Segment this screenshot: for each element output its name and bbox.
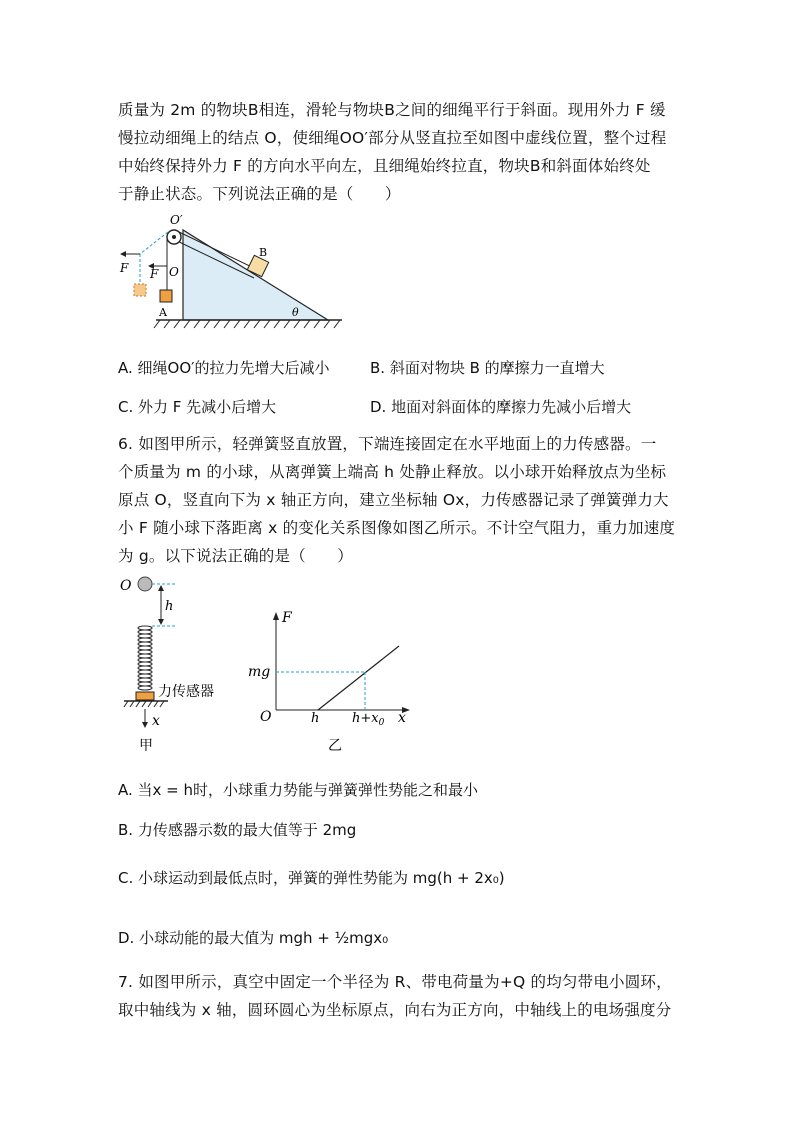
q5-incline-figure [110,208,350,338]
q5-stem-line-1: 质量为 2m 的物块B相连，滑轮与物块B之间的细绳平行于斜面。现用外力 F 缓 [118,101,666,119]
q6-spring-figure [112,570,242,760]
q5-label-O-prime: O′ [170,213,183,227]
q6-stem-line-2: 个质量为 m 的小球，从离弹簧上端高 h 处静止释放。以小球开始释放点为坐标 [118,463,667,481]
q6-option-c: C. 小球运动到最低点时，弹簧的弹性势能为 mg(h + 2x₀) [118,869,505,887]
q5-option-d: D. 地面对斜面体的摩擦力先减小后增大 [370,398,632,416]
q6-yi-label-x: x [398,710,406,726]
q6-yi-label-h: h [311,711,320,726]
q6-stem-line-4: 小 F 随小球下落距离 x 的变化关系图像如图乙所示。不计空气阻力，重力加速度 [118,519,676,537]
q6-option-b: B. 力传感器示数的最大值等于 2mg [118,821,357,839]
q5-label-O: O [169,265,179,279]
q6-jia-label-sensor: 力传感器 [158,684,214,700]
q5-label-B: B [259,246,268,259]
q5-label-F2: F [150,267,159,281]
q6-jia-label-O: O [120,578,132,594]
q6-stem [118,430,678,570]
q6-stem-line-1: 6. 如图甲所示，轻弹簧竖直放置，下端连接固定在水平地面上的力传感器。一 [118,435,657,453]
q6-stem-line-5: 为 g。以下说法正确的是（ ） [118,547,353,565]
q6-yi-label-hx: h+x [352,711,379,726]
q5-label-theta: θ [292,306,299,319]
q6-option-a: A. 当x = h时，小球重力势能与弹簧弹性势能之和最小 [118,781,479,799]
q5-stem-line-4: 于静止状态。下列说法正确的是（ ） [118,185,401,203]
q6-stem-line-3: 原点 O，竖直向下为 x 轴正方向，建立坐标轴 Ox，力传感器记录了弹簧弹力大 [118,491,669,509]
q6-yi-label-O: O [260,709,272,725]
q6-yi-label-mg: mg [248,664,271,680]
q6-force-graph [244,600,424,760]
q7-stem-line-2: 取中轴线为 x 轴，圆环圆心为坐标原点，向右为正方向，中轴线上的电场强度分 [118,1001,672,1019]
q5-stem-line-3: 中始终保持外力 F 的方向水平向左，且细绳始终拉直，物块B和斜面体始终处 [118,157,651,175]
q5-stem [118,96,678,208]
q6-yi-caption: 乙 [328,738,342,754]
q6-yi-label-F: F [282,610,292,626]
q6-jia-label-x: x [152,713,160,729]
q6-yi-label-hx0 [352,711,385,728]
q6-graph-line [318,646,399,710]
q5-label-F1: F [120,261,129,275]
q6-jia-label-h: h [165,599,174,614]
q5-option-a: A. 细绳OO′的拉力先增大后减小 [118,359,330,377]
q7-stem-line-1: 7. 如图甲所示，真空中固定一个半径为 R、带电荷量为+Q 的均匀带电小圆环， [118,973,672,991]
q6-jia-caption: 甲 [139,738,153,754]
q6-yi-label-x0-sub: 0 [378,718,385,728]
q5-stem-line-2: 慢拉动细绳上的结点 O，使细绳OO′部分从竖直拉至如图中虚线位置，整个过程 [118,129,667,147]
q7-stem [118,968,678,1024]
q6-option-d: D. 小球动能的最大值为 mgh + ½mgx₀ [118,929,389,947]
q5-option-b: B. 斜面对物块 B 的摩擦力一直增大 [370,359,605,377]
q5-label-A: A [159,306,167,319]
q5-option-c: C. 外力 F 先减小后增大 [118,398,277,416]
